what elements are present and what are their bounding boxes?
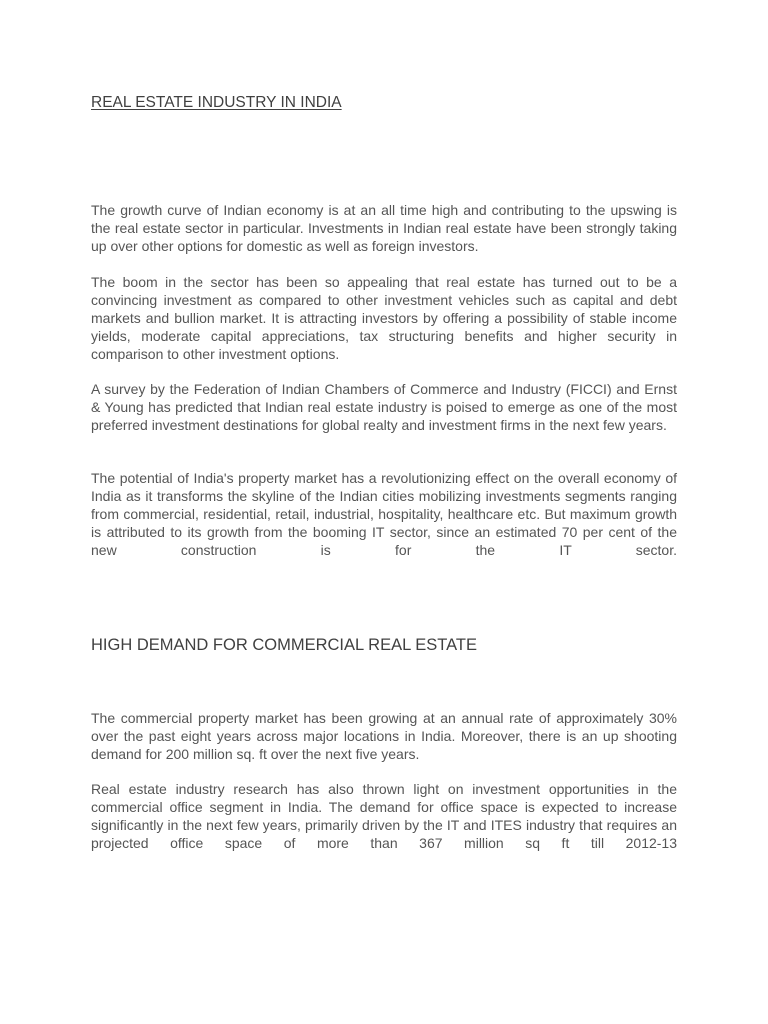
paragraph-growth-curve: The growth curve of Indian economy is at an all time high and contributing to the upswing is the real estate sector in particular. Investments in Indian real estate have been strongly taking up over other options for domestic as well as foreign investors.: [91, 202, 677, 254]
paragraph-boom-in-sector: The boom in the sector has been so appealing that real estate has turned out to be a convincing investment as compared to other investment vehicles such as capital and debt markets and bullion market. It is attracting investors by offering a possibility of stable income yields, moderate capital appreciations, tax structuring benefits and higher security in comparison to other investment options.: [91, 274, 677, 362]
paragraph-ficci-survey: A survey by the Federation of Indian Chambers of Commerce and Industry (FICCI) and Ernst & Young has predicted that Indian real estate industry is poised to emerge as one of the most preferred investment destinations for global realty and investment firms in the next few years.: [91, 381, 677, 433]
paragraph-office-space-research: Real estate industry research has also thrown light on investment opportunities in the commercial office segment in India. The demand for office space is expected to increase significantly in the next few years, primarily driven by the IT and ITES industry that requires an projected office space of more than 367 million sq ft till 2012-13: [91, 781, 677, 851]
heading-commercial-demand: HIGH DEMAND FOR COMMERCIAL REAL ESTATE: [91, 636, 477, 654]
paragraph-commercial-growth: The commercial property market has been growing at an annual rate of approximately 30% over the past eight years across major locations in India. Moreover, there is an up shooting demand for 200 million sq. ft over the next five years.: [91, 710, 677, 762]
paragraph-property-market-potential: The potential of India's property market has a revolutionizing effect on the overall economy of India as it transforms the skyline of the Indian cities mobilizing investments segments ranging from commercial, residential, retail, industrial, hospitality, healthcare etc. But maximum growth is attributed to its growth from the booming IT sector, since an estimated 70 per cent of the new construction is for the IT sector.: [91, 470, 677, 558]
heading-real-estate-industry: REAL ESTATE INDUSTRY IN INDIA: [91, 94, 342, 111]
